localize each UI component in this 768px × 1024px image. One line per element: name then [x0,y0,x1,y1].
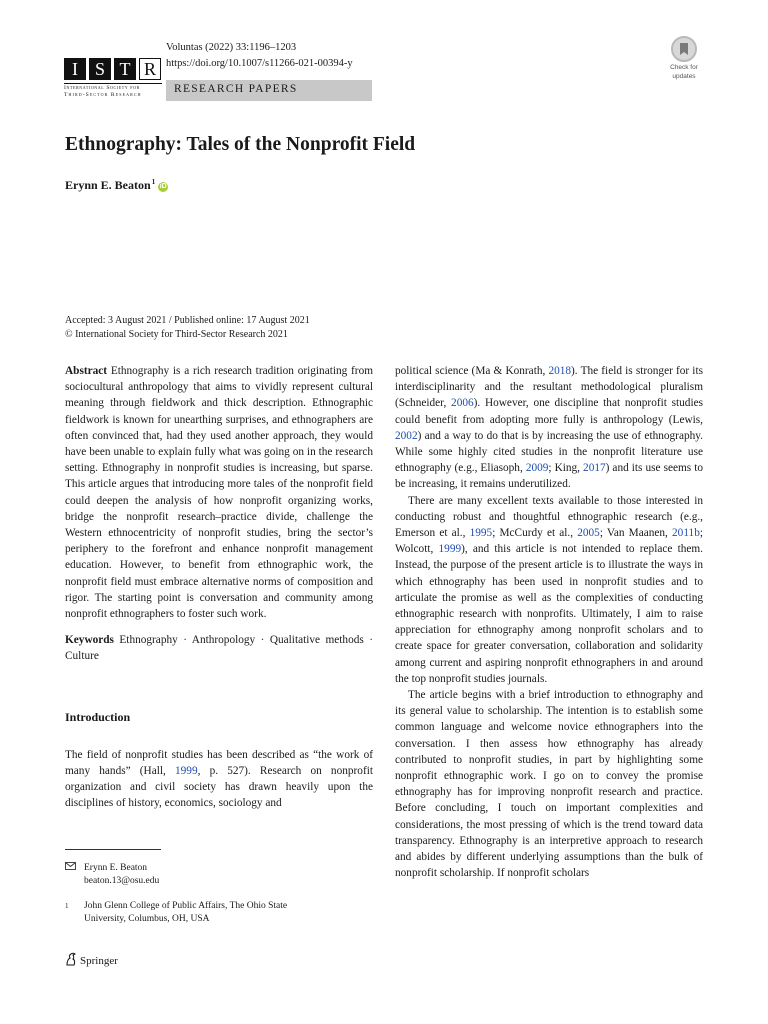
text-span: There are many excellent texts available to those interested in conducting robust and thoughtful ethnographic research (e.g., Emerson et al., [395,494,703,540]
paragraph [395,363,703,493]
abstract-text: Ethnography is a rich research tradition originating from sociocultural anthropology that aims to vividly represent cultural meaning through fieldwork and thick description. Ethnographic fieldwork is known for unearthing surprises, and ethnographers are often convinced that, had they used another approach, they would have been unable to explain fully what was going on in the research setting. Ethnography in nonprofit studies is increasing, but sparse. This article argues that introducing more tales of the nonprofit field could deepen the analysis of how nonprofit organizing works, bridge the nonprofit research–practice divide, challenge the Western ethnocentricity of nonprofit studies, bring the sector’s periphery to the forefront and enhance nonprofit management education. However, to benefit from ethnographic work, the nonprofit field must embrace alternative norms of composition and rigor. The starting point is conversation and community among nonprofit ethnographers to foster such work. [65,365,374,621]
affiliation-line: John Glenn College of Public Affairs, The Ohio State [84,901,288,911]
keywords [65,632,373,664]
citation-link[interactable]: 2006 [451,397,474,410]
text-span: ; Wolcott, [395,527,703,556]
affiliation-line: University, Columbus, OH, USA [84,914,210,924]
check-updates-line1: Check for [670,64,698,71]
citation-link[interactable]: 2002 [395,429,418,442]
text-span: ) and a way to do that is by increasing the use of ethnography. While some highly cited studies in the nonprofit literature use ethnography (e.g., Eliasoph, [395,429,703,475]
section-banner [166,80,372,101]
citation-link[interactable]: 1999 [438,543,462,556]
keywords-label: Keywords [65,634,114,647]
logo-subtitle-line1: International Society for [64,85,140,91]
logo-letter: S [89,58,111,80]
journal-info [166,40,353,72]
text-span: ; McCurdy et al., [492,527,578,540]
abstract-label: Abstract [65,365,108,377]
citation-link[interactable]: 2011b [672,527,700,540]
copyright: © International Society for Third-Sector Research 2021 [65,329,288,340]
logo-letter: R [139,58,161,80]
text-span: ) and its use seems to be increasing, it remains underutilized. [395,462,703,491]
paragraph: The article begins with a brief introduction to ethnography and its general value to scholarship. The intention is to establish some common language and welcome novice ethnographers into the conversation. I then assess how ethnography has already contributed to nonprofit studies, in part by highlighting some nonprofit ethnographic work. I go on to convey the promise ethnography has for improving nonprofit research and practice. Before concluding, I touch on important complexities and considerations, the most pressing of which is the trend toward data transparency. Ethnography is an interpretive approach to research and abides by different underlying assumptions than the bulk of nonprofit scholarship. If nonprofit scholars [395,689,703,880]
text-span: ), and this article is not intended to replace them. Instead, the purpose of the present article is to illustrate the ways in which ethnography has been used in nonprofit studies and to articulate the promise as well as the complexities of conducting ethnographic research with nonprofits. Ultimately, I aim to raise appreciation for ethnography among nonprofit scholars and to create space for greater conversation, collaboration and solidarity among current and aspiring nonprofit ethnographers in and around the top nonprofit studies journals. [395,543,703,685]
corresponding-name: Erynn E. Beaton [84,863,148,873]
affiliation-footnote [65,900,287,926]
keywords-text: Ethnography · Anthropology · Qualitative methods · Culture [65,634,373,663]
text-span: The field of nonprofit studies has been described as “the work of many hands” (Hall, [65,748,373,778]
istr-logo [64,58,162,99]
left-column [65,363,373,812]
article-title: Ethnography: Tales of the Nonprofit Field [65,134,416,155]
text-span: political science (Ma & Konrath, [395,365,549,377]
citation-link[interactable]: 1995 [469,527,493,540]
intro-paragraph [65,747,373,812]
publication-dates [65,314,310,342]
corresponding-email[interactable]: beaton.13@osu.edu [84,876,160,886]
text-span: ). However, one discipline that nonprofit studies could benefit from adopting more fully is anthropology (Lewis, [395,397,703,426]
logo-letter: I [64,58,86,80]
bookmark-icon [671,36,697,62]
publisher-name: Springer [80,954,118,967]
orcid-icon[interactable]: iD [159,183,167,190]
text-span: , p. 527). Research on nonprofit organization and civil society has drawn heavily upon the disciplines of history, economics, sociology and [65,765,373,810]
springer-horse-icon [64,952,77,969]
corresponding-author [65,862,159,888]
citation-link[interactable]: 2005 [577,527,600,540]
accepted-published: Accepted: 3 August 2021 / Published online: 17 August 2021 [65,315,310,326]
text-span: ; Van Maanen, [599,527,673,540]
citation-link[interactable]: 2017 [583,462,606,475]
citation-link[interactable]: 1999 [175,765,198,778]
abstract [65,363,373,622]
citation-link[interactable]: 2009 [525,462,549,475]
paragraph [395,493,703,687]
logo-subtitle-line2: Third-Sector Research [64,92,142,98]
text-span: ; King, [548,462,584,475]
logo-letter: T [114,58,136,80]
right-column [395,363,703,882]
check-for-updates-badge[interactable] [664,36,704,80]
doi-link[interactable]: https://doi.org/10.1007/s11266-021-00394-y [166,58,353,69]
section-label: RESEARCH PAPERS [174,83,298,95]
author-name[interactable]: Erynn E. Beaton [65,178,151,192]
author-line [65,178,168,193]
author-affiliation-marker: 1 [151,178,156,186]
text-span: ). The field is stronger for its interdisciplinarity and the resultant methodological pluralism (Schneider, [395,365,703,410]
footnote-divider [65,849,161,850]
envelope-icon [65,862,76,875]
affiliation-number: 1 [65,902,69,910]
journal-citation: Voluntas (2022) 33:1196–1203 [166,42,297,53]
citation-link[interactable]: 2018 [548,365,572,377]
publisher-footer [64,952,118,969]
introduction-heading: Introduction [65,709,131,724]
check-updates-line2: updates [672,73,696,80]
logo-rule [64,83,162,84]
